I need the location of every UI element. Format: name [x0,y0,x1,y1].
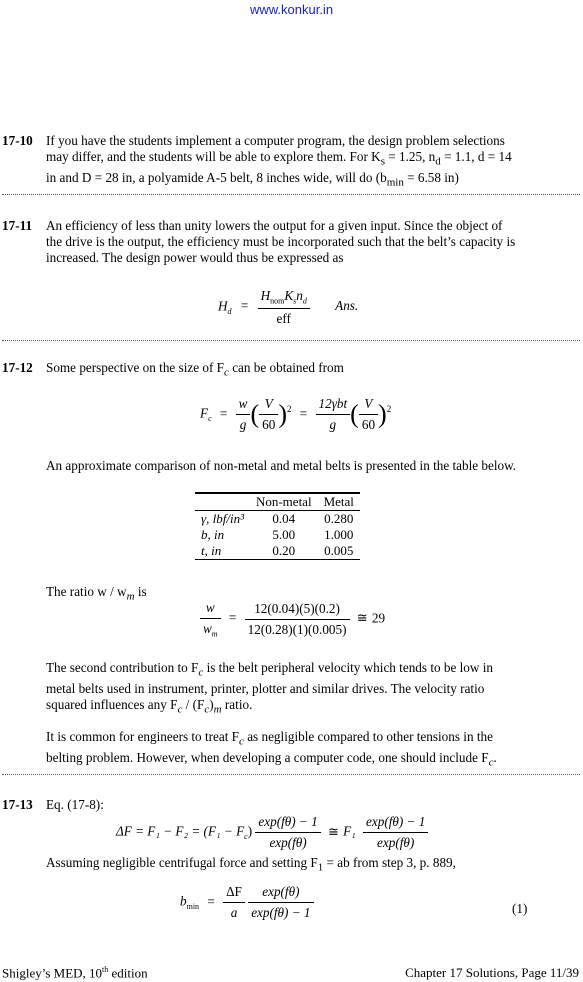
header-cell [195,493,250,511]
line: metal belts used in instrument, printer, plotter and similar drives. The velocity ratio [46,680,485,696]
line: may differ, and the students will be able to explore them. For $K_s = 1.25$, $n_d = 1.1$, d = 14 [46,149,512,168]
footer-right: Chapter 17 Solutions, Page 11/39 [405,965,579,980]
row-label: t, in [195,543,250,560]
equation-number: (1) [512,901,528,916]
table-row [195,527,360,543]
footer-left: Shigley’s MED, 10th edition [2,965,148,981]
equation-design-power: $H_d$ = $\frac{H_{nom}K_sn_d}{\text{eff}}$ Ans. [218,288,359,326]
row-label: γ, lbf/in³ [201,511,244,526]
problem-number-17-11: 17-11 [2,218,33,233]
line: An efficiency of less than unity lowers the output for a given input. Since the object of [46,218,503,233]
paragraph-common [46,729,576,770]
equation-ratio: $\frac{w}{w_m}$ = $\frac{12(0.04)(5)(0.2)}{12(0.28)(1)(0.005)}$ ≅ 29 [200,600,385,639]
assumption-line: Assuming negligible centrifugal force and setting $F_1$ = ab from step 3, p. 889, [46,855,456,874]
paragraph-17-11 [46,218,576,266]
paragraph-velocity [46,660,576,717]
cell: 0.005 [318,543,360,560]
cell: 1.000 [324,527,354,542]
line: increased. The design power would thus be expressed as [46,250,344,265]
divider [2,774,580,775]
cell: 0.04 [272,511,296,526]
header-cell: Non-metal [250,493,318,511]
line: squared influences any $F_c / (F_c)_m$ ratio. [46,696,253,716]
line: The second contribution to $F_c$ is the belt peripheral velocity which tends to be low in [46,660,493,679]
header-cell: Metal [318,493,360,511]
divider [2,340,580,341]
watermark-link[interactable]: www.konkur.in [249,2,334,17]
equation-delta-f: $\Delta F = F_1 - F_2 = (F_1 - F_c)$ $\frac{\exp(f\theta) - 1}{\exp(f\theta)}$ ≅ F₁ $\frac{\exp(f\theta) - 1}{\exp(f\theta)}$ [116,814,428,851]
cell: 0.20 [250,543,318,560]
line: in and D = 28 in, a polyamide A-5 belt, 8 inches wide, will do ($b_{min} = 6.58$ in) [46,169,459,189]
paragraph-17-10 [46,133,576,190]
row-label: b, in [201,527,225,542]
line: belting problem. However, when developing a computer code, one should include $F_c$. [46,749,497,769]
eq-reference: Eq. (17-8): [46,797,104,812]
line: It is common for engineers to treat $F_c$ as negligible compared to other tensions in the [46,729,493,748]
intro-17-12: Some perspective on the size of $F_c$ can be obtained from [46,360,344,379]
line: the drive is the output, the efficiency must be incorporated such that the belt’s capacity is [46,234,516,249]
table-intro: An approximate comparison of non-metal and metal belts is presented in the table below. [46,458,517,473]
ratio-label: The ratio w / $w_m$ is [46,584,147,603]
divider [2,194,580,195]
table-row [195,543,360,560]
equation-centrifugal-force: $F_c$ = $\frac{w}{g}$ ( $\frac{V}{60}$ )$^2$ = $\frac{\text{12γbt}}{g}$ ( $\frac{V}{60}$ )$^2$ [200,396,392,432]
table-row [195,511,360,528]
line: If you have the students implement a computer program, the design problem selections [46,133,505,148]
table-header-row [195,493,360,511]
belt-comparison-table [195,492,360,560]
equation-bmin: $b_{min}$ = $\frac{\Delta F}{a}$ $\frac{\exp(f\theta)}{\exp(f\theta) - 1}$ [180,884,314,921]
problem-number-17-12: 17-12 [2,360,33,375]
problem-number-17-10: 17-10 [2,133,33,148]
cell: 5.00 [272,527,296,542]
cell: 0.280 [324,511,354,526]
problem-number-17-13: 17-13 [2,797,33,812]
